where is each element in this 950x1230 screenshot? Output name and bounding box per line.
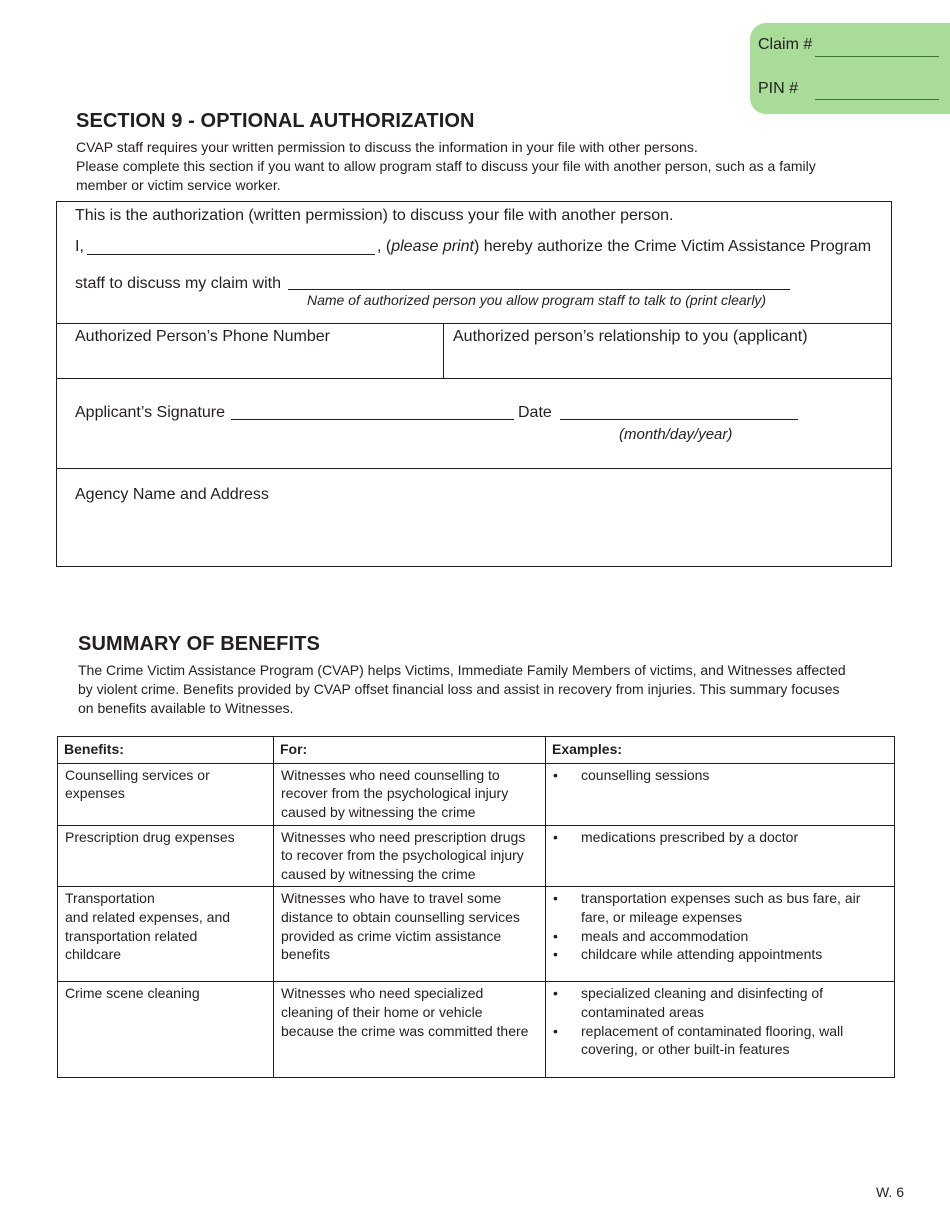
- cell-line: Witnesses who have to travel some: [281, 890, 502, 907]
- authorized-person-name-field[interactable]: [288, 289, 790, 290]
- table-row: [58, 763, 895, 825]
- benefits-table: [57, 736, 895, 1078]
- cell-line: fare, or mileage expenses: [581, 908, 743, 925]
- staff-discuss-label: staff to discuss my claim with: [75, 275, 281, 292]
- table-header-row: [58, 737, 895, 764]
- examples-column-header: Examples:: [546, 737, 895, 764]
- examples-list: [553, 889, 887, 963]
- pin-number-field[interactable]: [815, 99, 939, 100]
- agency-label: Agency Name and Address: [75, 486, 269, 503]
- summary-intro-line: The Crime Victim Assistance Program (CVAP) helps Victims, Immediate Family Members of victims, and Witnesses affected: [78, 662, 846, 678]
- list-item: [553, 828, 887, 847]
- list-item: [553, 889, 887, 926]
- cell-line: transportation related: [65, 927, 198, 944]
- cell-line: Prescription drug expenses: [65, 828, 235, 845]
- cell-line: cleaning of their home or vehicle: [281, 1003, 483, 1020]
- list-item: [553, 1022, 887, 1059]
- examples-cell: [546, 887, 895, 982]
- section9-intro-line: Please complete this section if you want to allow program staff to discuss your file with another person, such as a family: [76, 158, 816, 174]
- phone-number-field[interactable]: [75, 352, 440, 376]
- benefit-cell: [58, 763, 274, 825]
- list-item: [553, 927, 887, 946]
- cell-line: Crime scene cleaning: [65, 985, 200, 1002]
- bullet: •: [553, 985, 558, 1002]
- signature-field[interactable]: [231, 419, 514, 420]
- examples-list: [553, 766, 887, 785]
- section9-intro-line: CVAP staff requires your written permission to discuss the information in your file with other persons.: [76, 139, 698, 155]
- cell-line: caused by witnessing the crime: [281, 865, 476, 882]
- section9-intro: [76, 138, 816, 195]
- authorize-statement: [377, 238, 871, 256]
- for-cell: [274, 825, 546, 887]
- authorization-statement: This is the authorization (written permission) to discuss your file with another person.: [75, 207, 674, 224]
- list-item: [553, 766, 887, 785]
- authorized-person-name-caption: Name of authorized person you allow program staff to talk to (print clearly): [307, 292, 767, 308]
- section9-title: SECTION 9 - OPTIONAL AUTHORIZATION: [76, 110, 475, 132]
- authorization-form: [56, 201, 892, 567]
- cell-line: replacement of contaminated flooring, wall: [581, 1022, 844, 1039]
- cell-line: benefits: [281, 946, 331, 963]
- pin-number-label: PIN #: [758, 80, 799, 97]
- summary-intro: [78, 661, 846, 718]
- cell-line: transportation expenses such as bus fare, air: [581, 890, 861, 907]
- cell-line: provided as crime victim assistance: [281, 927, 502, 944]
- cell-line: Witnesses who need specialized: [281, 985, 484, 1002]
- cell-line: medications prescribed by a doctor: [581, 828, 799, 845]
- cell-line: meals and accommodation: [581, 927, 749, 944]
- cell-line: childcare: [65, 946, 122, 963]
- cell-line: childcare while attending appointments: [581, 946, 823, 963]
- claim-pin-box: [750, 23, 950, 114]
- section9-intro-line: member or victim service worker.: [76, 177, 281, 193]
- examples-cell: [546, 982, 895, 1078]
- list-item: [553, 984, 887, 1021]
- benefit-cell: [58, 825, 274, 887]
- bullet: •: [553, 927, 558, 944]
- phone-number-label: Authorized Person’s Phone Number: [75, 328, 330, 345]
- cell-line: Witnesses who need counselling to: [281, 766, 500, 783]
- benefits-column-header: Benefits:: [58, 737, 274, 764]
- cell-line: recover from the psychological injury: [281, 785, 509, 802]
- benefit-cell: [58, 982, 274, 1078]
- summary-title: SUMMARY OF BENEFITS: [78, 633, 320, 655]
- list-item: [553, 945, 887, 964]
- examples-cell: [546, 763, 895, 825]
- examples-list: [553, 828, 887, 847]
- summary-intro-line: by violent crime. Benefits provided by CVAP offset financial loss and assist in recovery from injuries. This summary focuses: [78, 681, 840, 697]
- claim-number-label: Claim #: [758, 36, 813, 53]
- cell-line: expenses: [65, 785, 125, 802]
- relationship-field[interactable]: [453, 352, 873, 376]
- for-cell: [274, 982, 546, 1078]
- summary-intro-line: on benefits available to Witnesses.: [78, 700, 294, 716]
- cell-line: caused by witnessing the crime: [281, 803, 476, 820]
- examples-list: [553, 984, 887, 1058]
- signature-label: Applicant’s Signature: [75, 404, 226, 421]
- claim-number-field[interactable]: [815, 56, 939, 57]
- form-divider: [443, 323, 444, 378]
- cell-line: to recover from the psychological injury: [281, 847, 524, 864]
- date-label: Date: [518, 404, 552, 421]
- bullet: •: [553, 890, 558, 907]
- cell-line: because the crime was committed there: [281, 1022, 529, 1039]
- for-cell: [274, 887, 546, 982]
- bullet: •: [553, 1022, 558, 1039]
- cell-line: counselling sessions: [581, 766, 710, 783]
- cell-line: Witnesses who need prescription drugs: [281, 828, 526, 845]
- benefit-cell: [58, 887, 274, 982]
- form-divider: [57, 468, 891, 469]
- please-print-prefix: , (: [377, 238, 392, 255]
- applicant-name-field[interactable]: [87, 254, 375, 255]
- cell-line: Transportation: [65, 890, 155, 907]
- cell-line: and related expenses, and: [65, 908, 231, 925]
- bullet: •: [553, 946, 558, 963]
- for-column-header: For:: [274, 737, 546, 764]
- bullet: •: [553, 828, 558, 845]
- date-field[interactable]: [560, 419, 798, 420]
- form-divider: [57, 323, 891, 324]
- relationship-label: Authorized person’s relationship to you (applicant): [453, 328, 808, 345]
- please-print-note: please print: [391, 238, 474, 255]
- cell-line: Counselling services or: [65, 766, 210, 783]
- table-row: [58, 887, 895, 982]
- form-divider: [57, 378, 891, 379]
- for-cell: [274, 763, 546, 825]
- cell-line: specialized cleaning and disinfecting of: [581, 985, 824, 1002]
- cell-line: contaminated areas: [581, 1003, 704, 1020]
- table-row: [58, 982, 895, 1078]
- cell-line: distance to obtain counselling services: [281, 908, 520, 925]
- date-format-caption: (month/day/year): [619, 426, 733, 443]
- bullet: •: [553, 766, 558, 783]
- table-row: [58, 825, 895, 887]
- authorize-text: ) hereby authorize the Crime Victim Assistance Program: [473, 238, 872, 255]
- cell-line: covering, or other built-in features: [581, 1041, 790, 1058]
- i-label: I,: [75, 238, 84, 255]
- examples-cell: [546, 825, 895, 887]
- agency-field[interactable]: [75, 510, 873, 558]
- page-number: W. 6: [875, 1184, 904, 1200]
